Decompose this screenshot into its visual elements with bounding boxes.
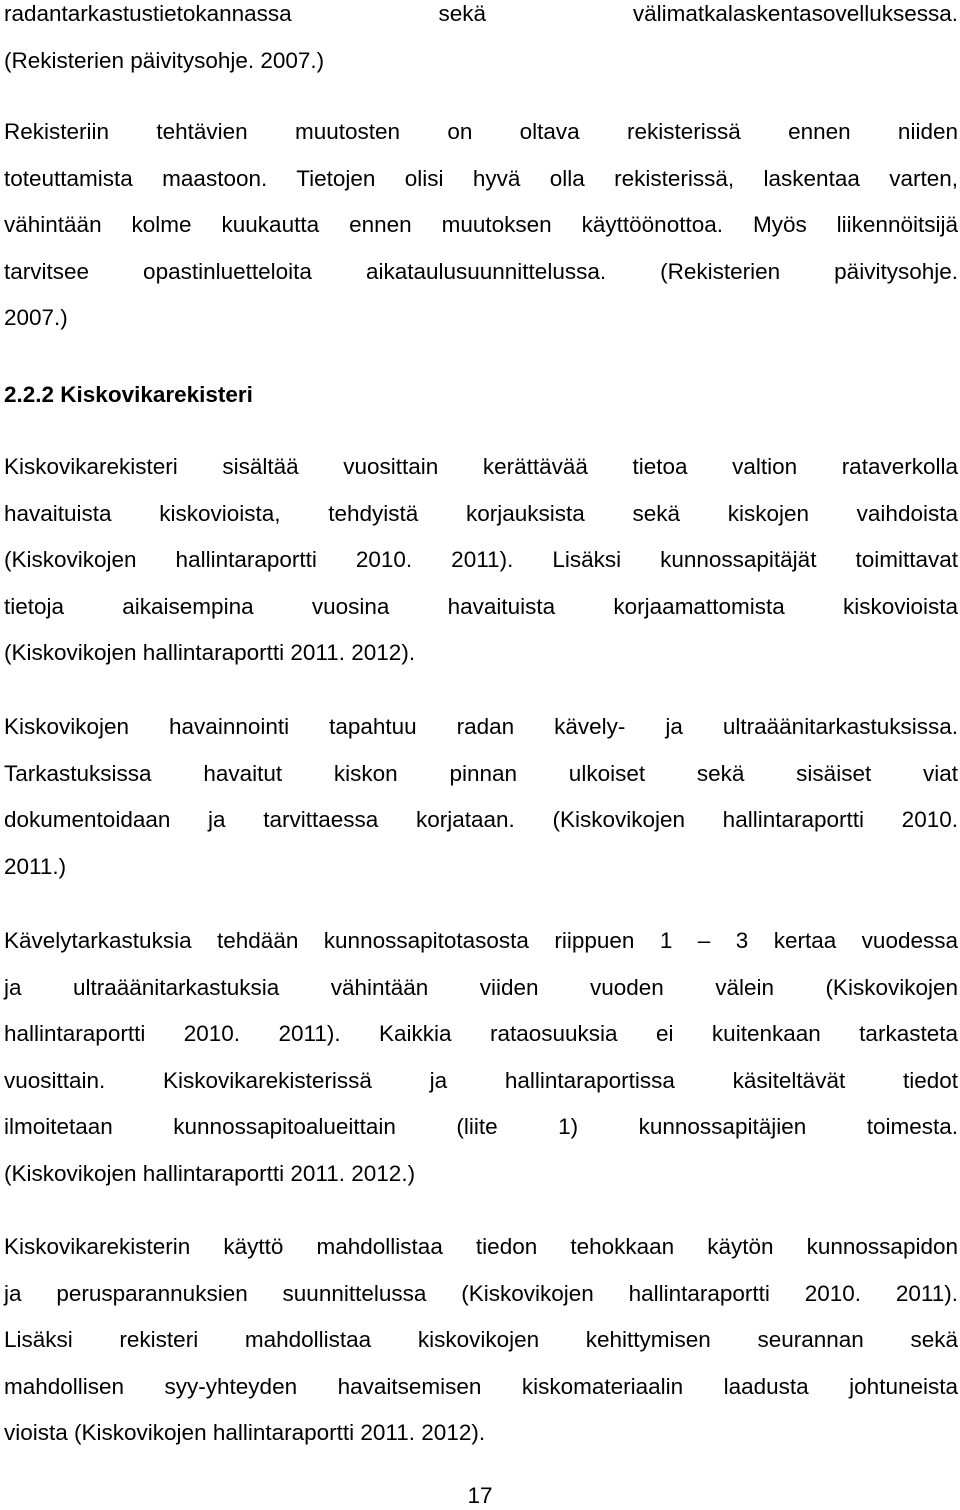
text-line: Kiskovikojen havainnointi tapahtuu radan kävely- ja ultraäänitarkastuksissa.	[4, 714, 958, 739]
paragraph-inspection-frequency	[4, 927, 958, 1206]
text-line: ja perusparannuksien suunnittelussa (Kiskovikojen hallintaraportti 2010. 2011).	[4, 1280, 958, 1306]
paragraph-registry-use	[4, 1233, 958, 1466]
text-line: dokumentoidaan ja tarvittaessa korjataan. (Kiskovikojen hallintaraportti 2010.	[4, 807, 958, 832]
text-line: vähintään kolme kuukautta ennen muutoksen käyttöönottoa. Myös liikennöitsijä	[4, 212, 958, 237]
page-number: 17	[467, 1483, 493, 1508]
text-line: havaituista kiskovioista, tehdyistä korjauksista sekä kiskojen vaihdoista	[4, 500, 958, 526]
text-line: (Kiskovikojen hallintaraportti 2011. 2012).	[4, 640, 416, 665]
text-line: (Kiskovikojen hallintaraportti 2010. 2011). Lisäksi kunnossapitäjät toimittavat	[4, 547, 958, 572]
paragraph-registry-changes	[4, 118, 958, 351]
paragraph-intro-continued	[4, 0, 958, 93]
paragraph-registry-content	[4, 453, 958, 686]
text-line: Kävelytarkastuksia tehdään kunnossapitotasosta riippuen 1 – 3 kertaa vuodessa	[4, 928, 958, 953]
text-line: tarvitsee opastinluetteloita aikataulusuunnittelussa. (Rekisterien päivitysohje.	[4, 258, 958, 284]
paragraph-detection	[4, 713, 958, 899]
text-line: tietoja aikaisempina vuosina havaituista korjaamattomista kiskovioista	[4, 593, 958, 619]
text-line: Kiskovikarekisteri sisältää vuosittain kerättävää tietoa valtion rataverkolla	[4, 454, 958, 479]
text-line: Rekisteriin tehtävien muutosten on oltava rekisterissä ennen niiden	[4, 119, 958, 144]
text-line: Kiskovikarekisterin käyttö mahdollistaa tiedon tehokkaan käytön kunnossapidon	[4, 1234, 958, 1259]
text-line: Tarkastuksissa havaitut kiskon pinnan ulkoiset sekä sisäiset viat	[4, 760, 958, 786]
text-line: mahdollisen syy-yhteyden havaitsemisen kiskomateriaalin laadusta johtuneista	[4, 1373, 958, 1399]
text-line: vioista (Kiskovikojen hallintaraportti 2011. 2012).	[4, 1420, 486, 1445]
text-line: 2011.)	[4, 853, 67, 879]
text-line: vuosittain. Kiskovikarekisterissä ja hallintaraportissa käsiteltävät tiedot	[4, 1067, 958, 1093]
text-line: toteuttamista maastoon. Tietojen olisi hyvä olla rekisterissä, laskentaa varten,	[4, 165, 958, 191]
text-line: (Kiskovikojen hallintaraportti 2011. 2012.)	[4, 1160, 416, 1186]
text-line: hallintaraportti 2010. 2011). Kaikkia rataosuuksia ei kuitenkaan tarkasteta	[4, 1021, 958, 1046]
text-line: Lisäksi rekisteri mahdollistaa kiskovikojen kehittymisen seurannan sekä	[4, 1327, 958, 1352]
text-line: ilmoitetaan kunnossapitoalueittain (liite 1) kunnossapitäjien toimesta.	[4, 1114, 958, 1139]
text-line: radantarkastustietokannassa sekä välimatkalaskentasovelluksessa.	[4, 1, 958, 26]
text-line: (Rekisterien päivitysohje. 2007.)	[4, 47, 325, 73]
section-heading: 2.2.2 Kiskovikarekisteri	[4, 382, 253, 407]
text-line: 2007.)	[4, 305, 68, 330]
text-line: ja ultraäänitarkastuksia vähintään viiden vuoden välein (Kiskovikojen	[4, 974, 958, 1000]
